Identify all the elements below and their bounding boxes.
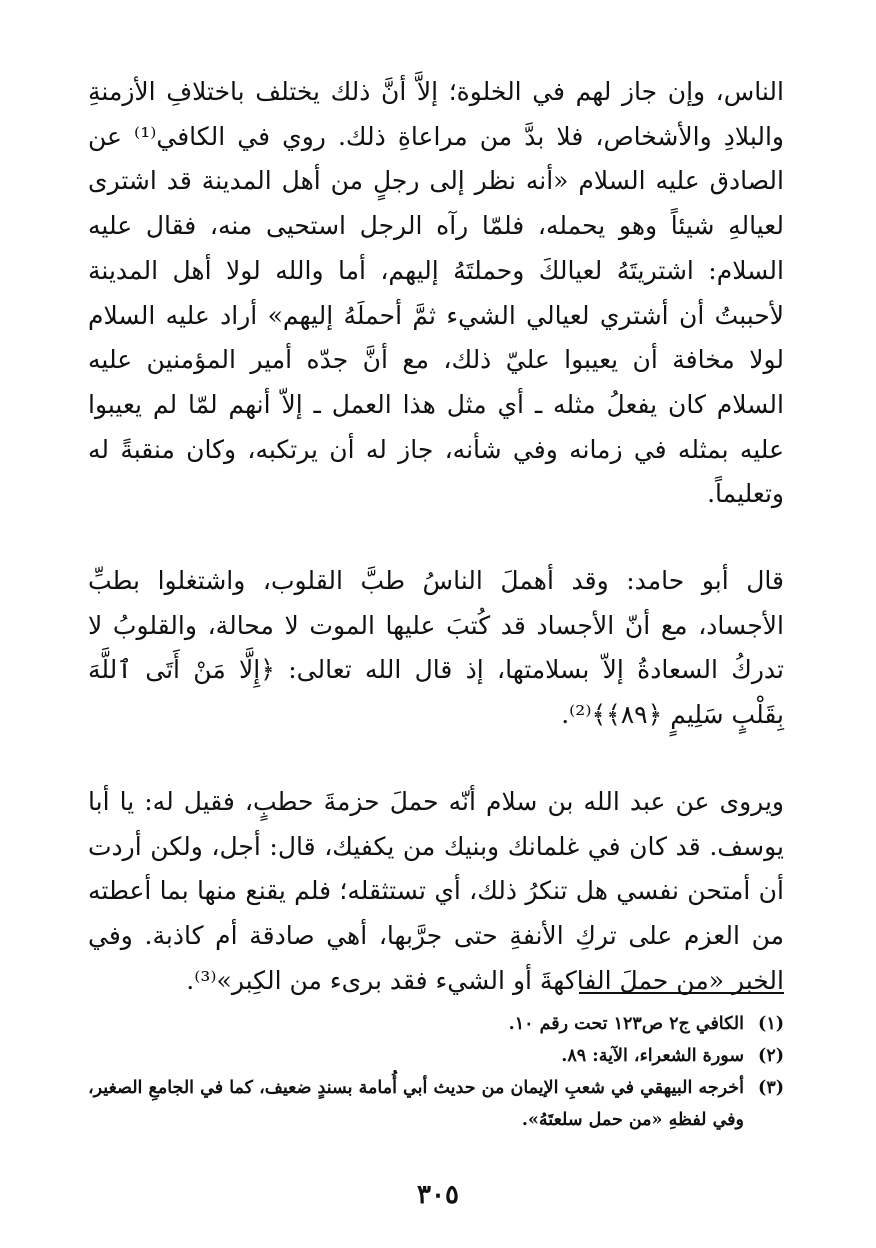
footnote-number: (٣) xyxy=(758,1078,784,1098)
footnote-number: (١) xyxy=(758,1014,784,1034)
page-number: ٣٠٥ xyxy=(417,1180,459,1210)
footnote-number: (٢) xyxy=(758,1046,784,1066)
footnotes xyxy=(88,1008,784,1136)
paragraph-1: الناس، وإن جاز لهم في الخلوة؛ إلاَّ أنَّ ذلك يختلف باختلافِ الأزمنةِ والبلادِ والأشخاص، فلا بدَّ من مراعاةِ ذلك. روي في الكافي⁽¹⁾ عن الصادق عليه السلام «أنه نظر إلى رجلٍ من أهل المدينة قد اشترى لعيالهِ شيئاً وهو يحمله، فلمّا رآه الرجل استحيى منه، فقال عليه السلام: اشتريتَهُ لعيالكَ وحملتَهُ إليهم، أما والله لولا أهل المدينة لأحببتُ أن أشتري لعيالي الشيء ثمَّ أحملَهُ إليهم» أراد عليه السلام لولا مخافة أن يعيبوا عليّ ذلك، مع أنَّ جدّه أمير المؤمنين عليه السلام كان يفعلُ مثله ـ أي مثل هذا العمل ـ إلاّ أنهم لمّا لم يعيبوا عليه بمثله في زمانه وفي شأنه، جاز له أن يرتكبه، وكان منقبةً له وتعليماً. xyxy=(88,77,784,509)
footnote-text: سورة الشعراء، الآية: ٨٩. xyxy=(561,1046,744,1066)
footnote-separator xyxy=(579,992,784,994)
paragraph-3: ويروى عن عبد الله بن سلام أنّه حملَ حزمةَ حطبٍ، فقيل له: يا أبا يوسف. قد كان في غلمانك وبنيك من يكفيك، قال: أجل، ولكن أردت أن أمتحن نفسي هل تنكرُ ذلك، أي تستثقله؛ فلم يقنع منها بما أعطته من العزم على تركِ الأنفةِ حتى جرَّبها، أهي صادقة أم كاذبة. وفي الخبر «من حملَ الفاكهةَ أو الشيء فقد برىء من الكِبر»⁽³⁾. xyxy=(88,786,784,995)
footnote-text: الكافي ج٢ ص١٢٣ تحت رقم ١٠. xyxy=(508,1014,744,1034)
footnote-1 xyxy=(88,1008,784,1040)
footnote-2 xyxy=(88,1040,784,1072)
footnote-text: أخرجه البيهقي في شعبِ الإيمان من حديث أبي أُمامة بسندٍ ضعيف، كما في الجامعِ الصغير، وفي لفظهِ «من حمل سلعتَهُ». xyxy=(88,1078,744,1130)
paragraph-2: قال أبو حامد: وقد أهملَ الناسُ طبَّ القلوب، واشتغلوا بطبِّ الأجساد، مع أنّ الأجساد قد كُتبَ عليها الموت لا محالة، والقلوبُ لا تدركُ السعادةُ إلاّ بسلامتها، إذ قال الله تعالى: ﴿إِلَّا مَنْ أَتَى ٱللَّهَ بِقَلْبٍ سَلِيمٍ ﴿٨٩﴾﴾⁽²⁾. xyxy=(88,566,784,730)
footnote-3 xyxy=(88,1072,784,1136)
